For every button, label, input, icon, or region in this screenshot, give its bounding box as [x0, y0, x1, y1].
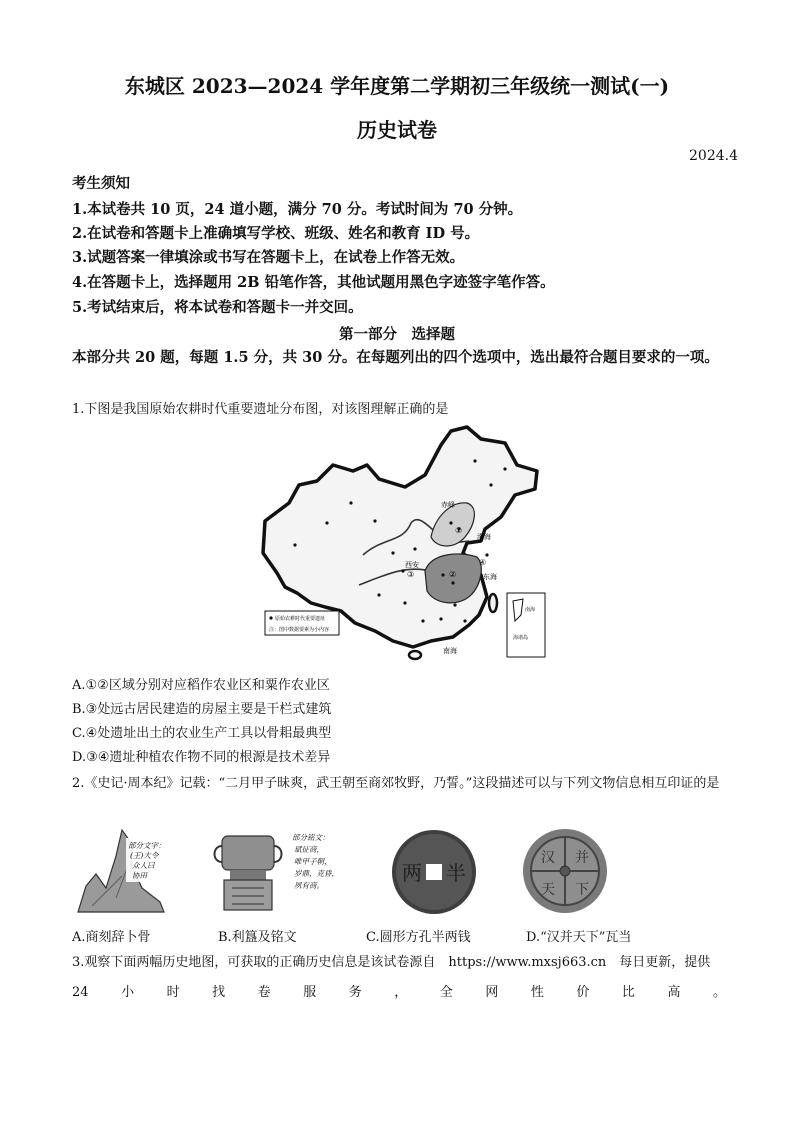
- map-label-site-3: ③: [407, 570, 415, 579]
- question-3-line-1: 3.观察下面两幅历史地图，可获取的正确历史信息是该试卷源自 https://www.mxsj663.cn 每日更新，提供: [72, 955, 711, 970]
- li-gui-text-line: 夙有商。: [294, 881, 324, 890]
- oracle-bone-text-line: 部分文字：: [128, 841, 166, 850]
- question-2-caption-d: D.“汉并天下”瓦当: [526, 930, 632, 945]
- notice-item: 4.在答题卡上，选择题用 2B 铅笔作答，其他试题用黑色字迹签字笔作答。: [72, 274, 555, 291]
- map-inset-title: 南海: [525, 607, 536, 613]
- map-label-region-1: ①: [455, 526, 463, 535]
- li-gui-text-line: 珷征商，: [294, 845, 324, 854]
- tile-char: 下: [575, 882, 589, 898]
- coin-char-right: 半: [446, 861, 466, 885]
- tile-char: 天: [541, 882, 555, 898]
- q3-char: ，: [394, 985, 408, 1000]
- notice-item: 2.在试卷和答题卡上准确填写学校、班级、姓名和教育 ID 号。: [72, 225, 480, 242]
- q3-char: 高: [667, 985, 681, 1000]
- map-label-chifeng: 赤峰: [441, 501, 455, 509]
- hainan-island: [409, 651, 421, 659]
- map-label-xian: 西安: [405, 561, 419, 569]
- question-3-stem: [72, 948, 726, 1008]
- oracle-bone-image: [72, 826, 168, 916]
- q3-char: 比: [621, 985, 635, 1000]
- q3-char: 24: [72, 985, 89, 1000]
- q3-char: 网: [485, 985, 499, 1000]
- question-1-option-b: B.③处远古居民建造的房屋主要是干栏式建筑: [72, 702, 332, 717]
- wadang-tile-image: [520, 826, 610, 916]
- exam-title: 东城区 2023—2024 学年度第二学期初三年级统一测试(一): [124, 74, 670, 98]
- oracle-bone-text-line: 众人曰: [132, 861, 155, 870]
- neolithic-sites-map: [255, 425, 551, 661]
- q3-char: 性: [530, 985, 544, 1000]
- question-1-option-a: A.①②区域分别对应稻作农业区和粟作农业区: [72, 678, 330, 693]
- map-label-site-4: ④: [479, 558, 487, 567]
- map-label-nanhai: 南海: [443, 647, 457, 655]
- tile-char: 并: [575, 850, 589, 866]
- notice-item: 5.考试结束后，将本试卷和答题卡一并交回。: [72, 299, 363, 316]
- map-label-region-2: ②: [449, 570, 457, 579]
- q3-char: 价: [576, 985, 590, 1000]
- question-1-stem: 1.下图是我国原始农耕时代重要遗址分布图，对该图理解正确的是: [72, 402, 449, 417]
- map-legend-dot: 原始农耕时代重要遗址: [275, 616, 326, 622]
- li-gui-text-line: 部分铭文：: [292, 833, 330, 842]
- oracle-bone-text-line: 协田: [132, 871, 147, 880]
- map-label-bohai: 渤海: [477, 533, 491, 541]
- li-gui-image: [208, 826, 350, 916]
- map-legend-note: 注：图中数据要素为小内容: [269, 627, 330, 633]
- q3-char: 卷: [257, 985, 271, 1000]
- q3-char: 时: [166, 985, 180, 1000]
- li-gui-text-line: 唯甲子朝，: [294, 857, 332, 866]
- ban-liang-coin-image: [388, 826, 480, 918]
- question-1-option-d: D.③④遗址种植农作物不同的根源是技术差异: [72, 750, 331, 765]
- q3-char: 小: [121, 985, 135, 1000]
- q3-char: 全: [439, 985, 453, 1000]
- q3-char: 找: [212, 985, 226, 1000]
- question-2-caption-b: B.利簋及铭文: [218, 930, 297, 945]
- li-gui-text-line: 岁鼎，克昏，: [294, 869, 339, 878]
- exam-date: 2024.4: [689, 148, 738, 164]
- question-3-line-2: [72, 978, 726, 1008]
- question-2-caption-a: A.商刻辞卜骨: [72, 930, 151, 945]
- taiwan-island: [489, 594, 497, 612]
- q3-char: 务: [348, 985, 362, 1000]
- oracle-bone-text-line: (王)大令: [130, 851, 159, 860]
- tile-char: 汉: [541, 850, 555, 866]
- section-heading: 第一部分 选择题: [339, 326, 455, 343]
- notice-item: 1.本试卷共 10 页，24 道小题，满分 70 分。考试时间为 70 分钟。: [72, 201, 523, 218]
- map-inset-note: 海诸岛: [513, 635, 529, 641]
- exam-subtitle: 历史试卷: [357, 118, 437, 142]
- q3-char: 。: [712, 985, 726, 1000]
- notice-item: 3.试题答案一律填涂或书写在答题卡上，在试卷上作答无效。: [72, 249, 465, 266]
- section-intro: 本部分共 20 题，每题 1.5 分，共 30 分。在每题列出的四个选项中，选出最符合题目要求的一项。: [72, 349, 719, 366]
- map-label-donghai: 东海: [483, 573, 497, 581]
- q3-char: 服: [303, 985, 317, 1000]
- coin-char-left: 两: [402, 861, 422, 885]
- question-2-stem: 2.《史记·周本纪》记载：“二月甲子昧爽，武王朝至商郊牧野，乃誓。”这段描述可以与下列文物信息相互印证的是: [72, 776, 720, 791]
- question-1-option-c: C.④处遗址出土的农业生产工具以骨耜最典型: [72, 726, 332, 741]
- notice-heading: 考生须知: [72, 175, 130, 192]
- question-2-caption-c: C.圆形方孔半两钱: [366, 930, 471, 945]
